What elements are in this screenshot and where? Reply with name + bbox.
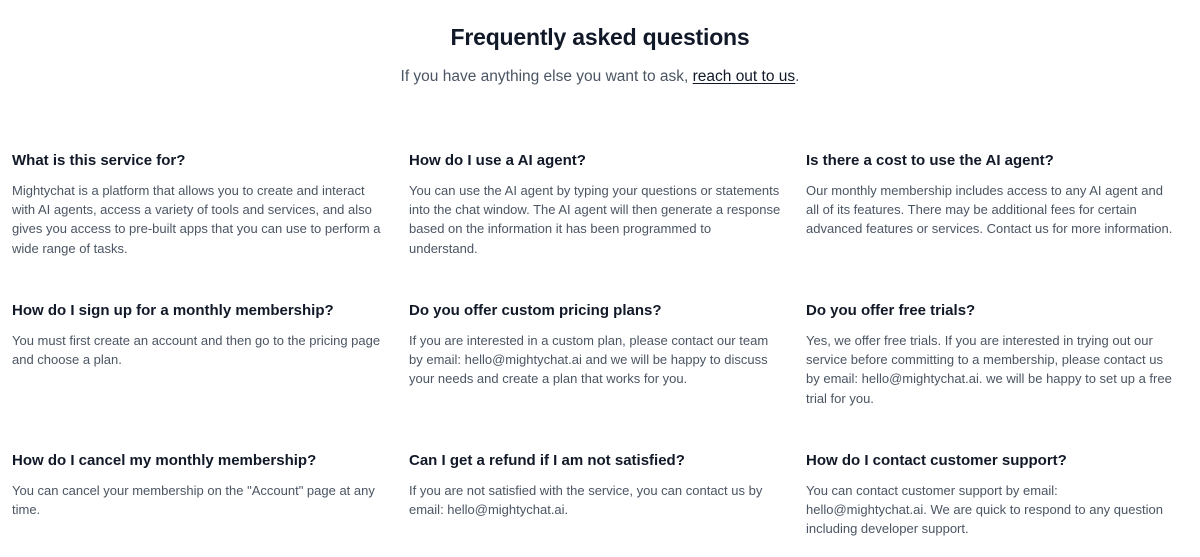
- faq-question: Can I get a refund if I am not satisfied?: [409, 452, 685, 469]
- faq-question: What is this service for?: [12, 152, 186, 169]
- faq-answer: If you are not satisfied with the service, you can contact us by email: hello@mightychat.ai.: [409, 483, 763, 518]
- faq-grid: [12, 150, 1192, 557]
- faq-question: How do I contact customer support?: [806, 452, 1067, 469]
- faq-item: [806, 300, 1178, 450]
- faq-item: [12, 450, 384, 557]
- faq-answer: If you are interested in a custom plan, please contact our team by email: hello@mightychat.ai and we will be happy to discuss your needs and create a plan that works for you.: [409, 333, 769, 387]
- faq-answer: You can contact customer support by email: hello@mightychat.ai. We are quick to respond to any question including developer support.: [806, 483, 1163, 537]
- faq-item: [409, 150, 781, 300]
- faq-question: Do you offer free trials?: [806, 302, 976, 319]
- faq-answer: Yes, we offer free trials. If you are interested in trying out our service before committing to a membership, please contact us by email: hello@mightychat.ai. we will be happy to set up a free trial for you.: [806, 333, 1172, 406]
- faq-item: [806, 150, 1178, 300]
- faq-answer: You can use the AI agent by typing your questions or statements into the chat window. The AI agent will then generate a response based on the information it has been programmed to understand.: [409, 183, 781, 256]
- faq-item: [12, 150, 384, 300]
- faq-header: [0, 0, 1200, 88]
- faq-item: [409, 300, 781, 450]
- faq-item: [806, 450, 1178, 557]
- page-title: Frequently asked questions: [450, 24, 750, 50]
- faq-question: How do I cancel my monthly membership?: [12, 452, 317, 469]
- reach-out-link[interactable]: reach out to us: [692, 68, 796, 85]
- faq-item: [409, 450, 781, 557]
- faq-answer: You can cancel your membership on the "Account" page at any time.: [12, 483, 375, 518]
- faq-answer: Mightychat is a platform that allows you to create and interact with AI agents, access a variety of tools and services, and also gives you access to pre-built apps that you can use to perform a wide range of tasks.: [12, 183, 381, 256]
- faq-question: Do you offer custom pricing plans?: [409, 302, 662, 319]
- page-subtitle: [0, 66, 1200, 88]
- faq-answer: Our monthly membership includes access to any AI agent and all of its features. There may be additional fees for certain advanced features or services. Contact us for more information.: [806, 183, 1173, 237]
- subtitle-period: .: [795, 68, 800, 85]
- faq-question: Is there a cost to use the AI agent?: [806, 152, 1054, 169]
- faq-answer: You must first create an account and then go to the pricing page and choose a plan.: [12, 333, 381, 368]
- subtitle-text: If you have anything else you want to ask,: [400, 68, 693, 85]
- faq-question: How do I use a AI agent?: [409, 152, 586, 169]
- faq-question: How do I sign up for a monthly membership?: [12, 302, 334, 319]
- faq-item: [12, 300, 384, 450]
